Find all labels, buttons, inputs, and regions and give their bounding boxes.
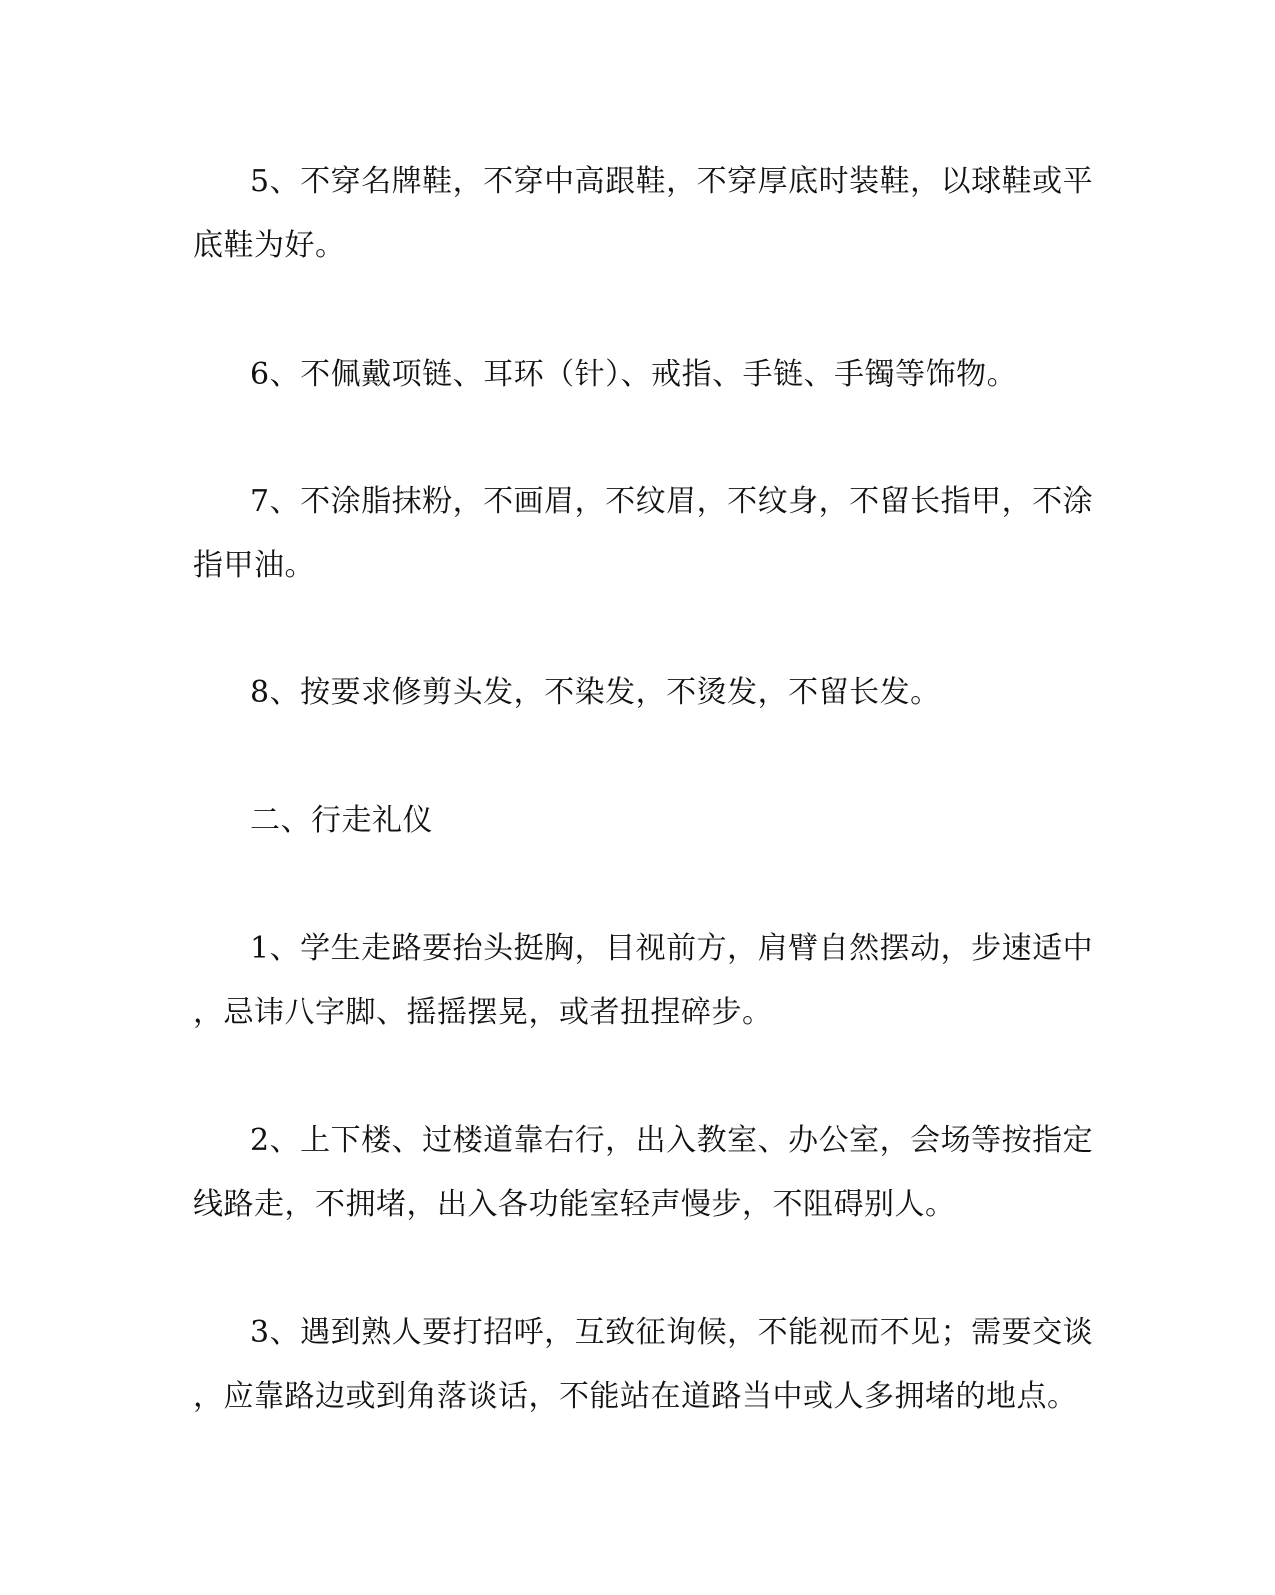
paragraph-8-line-1: 8、按要求修剪头发，不染发，不烫发，不留长发。 [250,675,941,710]
paragraph-2-line-1: 2、上下楼、过楼道靠右行，出入教室、办公室，会场等按指定 [250,1123,1094,1158]
paragraph-7-line-1: 7、不涂脂抹粉，不画眉，不纹眉，不纹身，不留长指甲，不涂 [250,484,1094,519]
paragraph-5-line-1: 5、不穿名牌鞋，不穿中高跟鞋，不穿厚底时装鞋，以球鞋或平 [250,164,1094,199]
paragraph-2-line-2: 线路走，不拥堵，出入各功能室轻声慢步，不阻碍别人。 [193,1187,956,1222]
paragraph-1-line-2: ，忌讳八字脚、摇摇摆晃，或者扭捏碎步。 [193,995,773,1030]
paragraph-3-line-2: ，应靠路边或到角落谈话，不能站在道路当中或人多拥堵的地点。 [193,1379,1078,1414]
paragraph-5-line-2: 底鞋为好。 [193,228,346,263]
section-heading: 二、行走礼仪 [250,803,433,838]
paragraph-1-line-1: 1、学生走路要抬头挺胸，目视前方，肩臂自然摆动，步速适中 [250,931,1094,966]
paragraph-6-line-1: 6、不佩戴项链、耳环（针）、戒指、手链、手镯等饰物。 [250,357,1018,392]
paragraph-7-line-2: 指甲油。 [193,548,315,583]
paragraph-3-line-1: 3、遇到熟人要打招呼，互致征询候，不能视而不见；需要交谈 [250,1315,1094,1350]
